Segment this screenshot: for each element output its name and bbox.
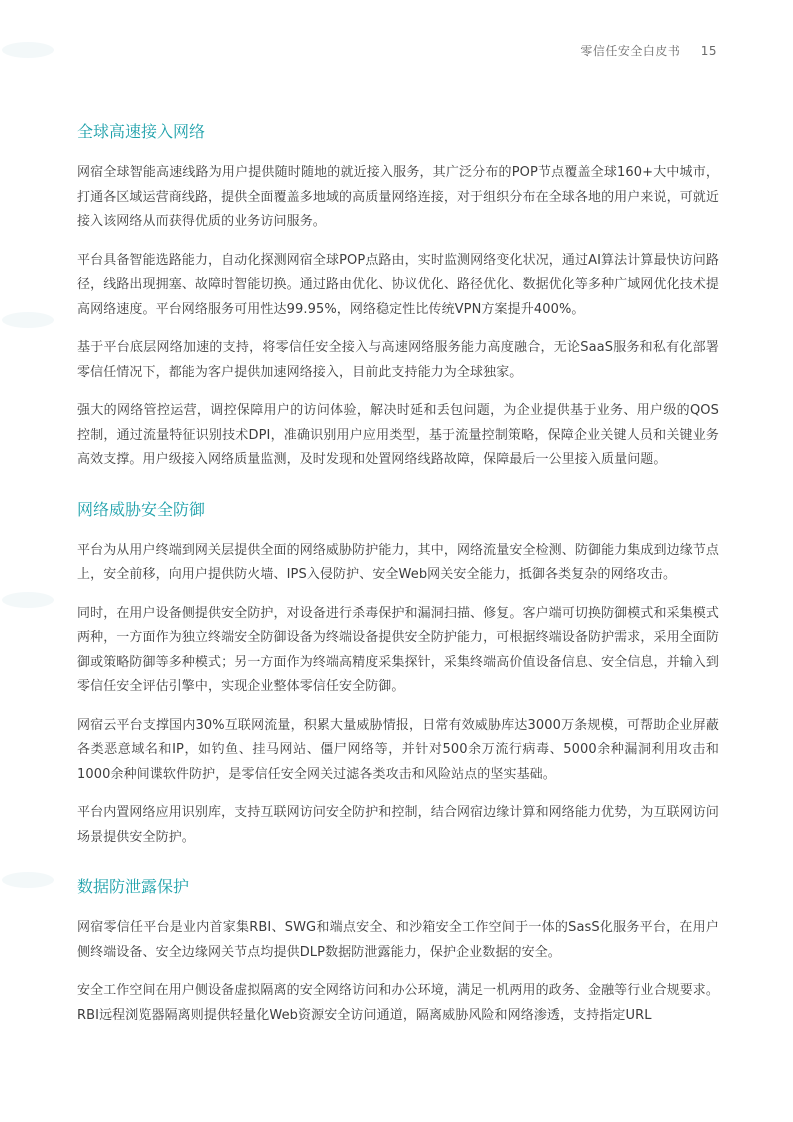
page-header bbox=[580, 42, 717, 59]
paragraph: 同时，在用户设备侧提供安全防护，对设备进行杀毒保护和漏洞扫描、修复。客户端可切换防御模式和采集模式两种，一方面作为独立终端安全防御设备为终端设备提供安全防护能力，可根据终端设备防护需求，采用全面防御或策略防御等多种模式；另一方面作为终端高精度采集探针，采集终端高价值设备信息、安全信息，并输入到零信任安全评估引擎中，实现企业整体零信任安全防御。 bbox=[77, 605, 719, 694]
watermark-logo-icon bbox=[0, 590, 56, 610]
watermark-logo-icon bbox=[0, 310, 56, 330]
section-title: 全球高速接入网络 bbox=[77, 122, 206, 141]
paragraph: 网宿全球智能高速线路为用户提供随时随地的就近接入服务，其广泛分布的POP节点覆盖全球160+大中城市，打通各区域运营商线路，提供全面覆盖多地域的高质量网络连接，对于组织分布在全球各地的用户来说，可就近接入该网络从而获得优质的业务访问服务。 bbox=[77, 165, 719, 229]
paragraph: 平台具备智能选路能力，自动化探测网宿全球POP点路由，实时监测网络变化状况，通过AI算法计算最快访问路径，线路出现拥塞、故障时智能切换。通过路由优化、协议优化、路径优化、数据优化等多种广域网优化技术提高网络速度。平台网络服务可用性达99.95%，网络稳定性比传统VPN方案提升400%。 bbox=[77, 252, 719, 317]
section-threat-defense bbox=[77, 498, 719, 851]
page-number: 15 bbox=[700, 44, 717, 58]
page-content bbox=[77, 120, 719, 1053]
section-title: 网络威胁安全防御 bbox=[77, 499, 206, 519]
watermark-logo-icon bbox=[0, 40, 56, 60]
watermark-logo-icon bbox=[0, 870, 56, 890]
paragraph: 网宿云平台支撑国内30%互联网流量，积累大量威胁情报，日常有效威胁库达3000万条规模，可帮助企业屏蔽各类恶意域名和IP，如钓鱼、挂马网站、僵尸网络等，并针对500余万流行病毒、5000余种漏洞利用攻击和1000余种间谍软件防护，是零信任安全网关过滤各类攻击和风险站点的坚实基础。 bbox=[77, 717, 719, 782]
paragraph: 强大的网络管控运营，调控保障用户的访问体验，解决时延和丢包问题，为企业提供基于业务、用户级的QOS控制，通过流量特征识别技术DPI，准确识别用户应用类型，基于流量控制策略，保障企业关键人员和关键业务高效支撑。用户级接入网络质量监测，及时发现和处置网络线路故障，保障最后一公里接入质量问题。 bbox=[77, 403, 719, 467]
document-title: 零信任安全白皮书 bbox=[580, 44, 681, 58]
paragraph: 基于平台底层网络加速的支持，将零信任安全接入与高速网络服务能力高度融合，无论SaaS服务和私有化部署零信任情况下，都能为客户提供加速网络接入，目前此支持能力为全球独家。 bbox=[77, 340, 719, 380]
section-global-access bbox=[77, 120, 719, 473]
paragraph: 安全工作空间在用户侧设备虚拟隔离的安全网络访问和办公环境，满足一机两用的政务、金融等行业合规要求。RBI远程浏览器隔离则提供轻量化Web资源安全访问通道，隔离威胁风险和网络渗透，支持指定URL bbox=[77, 983, 719, 1023]
section-data-loss-prevention bbox=[77, 875, 719, 1028]
paragraph: 平台内置网络应用识别库，支持互联网访问安全防护和控制，结合网宿边缘计算和网络能力优势，为互联网访问场景提供安全防护。 bbox=[77, 805, 719, 845]
paragraph: 平台为从用户终端到网关层提供全面的网络威胁防护能力，其中，网络流量安全检测、防御能力集成到边缘节点上，安全前移，向用户提供防火墙、IPS入侵防护、安全Web网关安全能力，抵御各类复杂的网络攻击。 bbox=[77, 542, 719, 582]
paragraph: 网宿零信任平台是业内首家集RBI、SWG和端点安全、和沙箱安全工作空间于一体的SasS化服务平台，在用户侧终端设备、安全边缘网关节点均提供DLP数据防泄露能力，保护企业数据的安全。 bbox=[77, 920, 719, 960]
section-title: 数据防泄露保护 bbox=[77, 877, 190, 896]
